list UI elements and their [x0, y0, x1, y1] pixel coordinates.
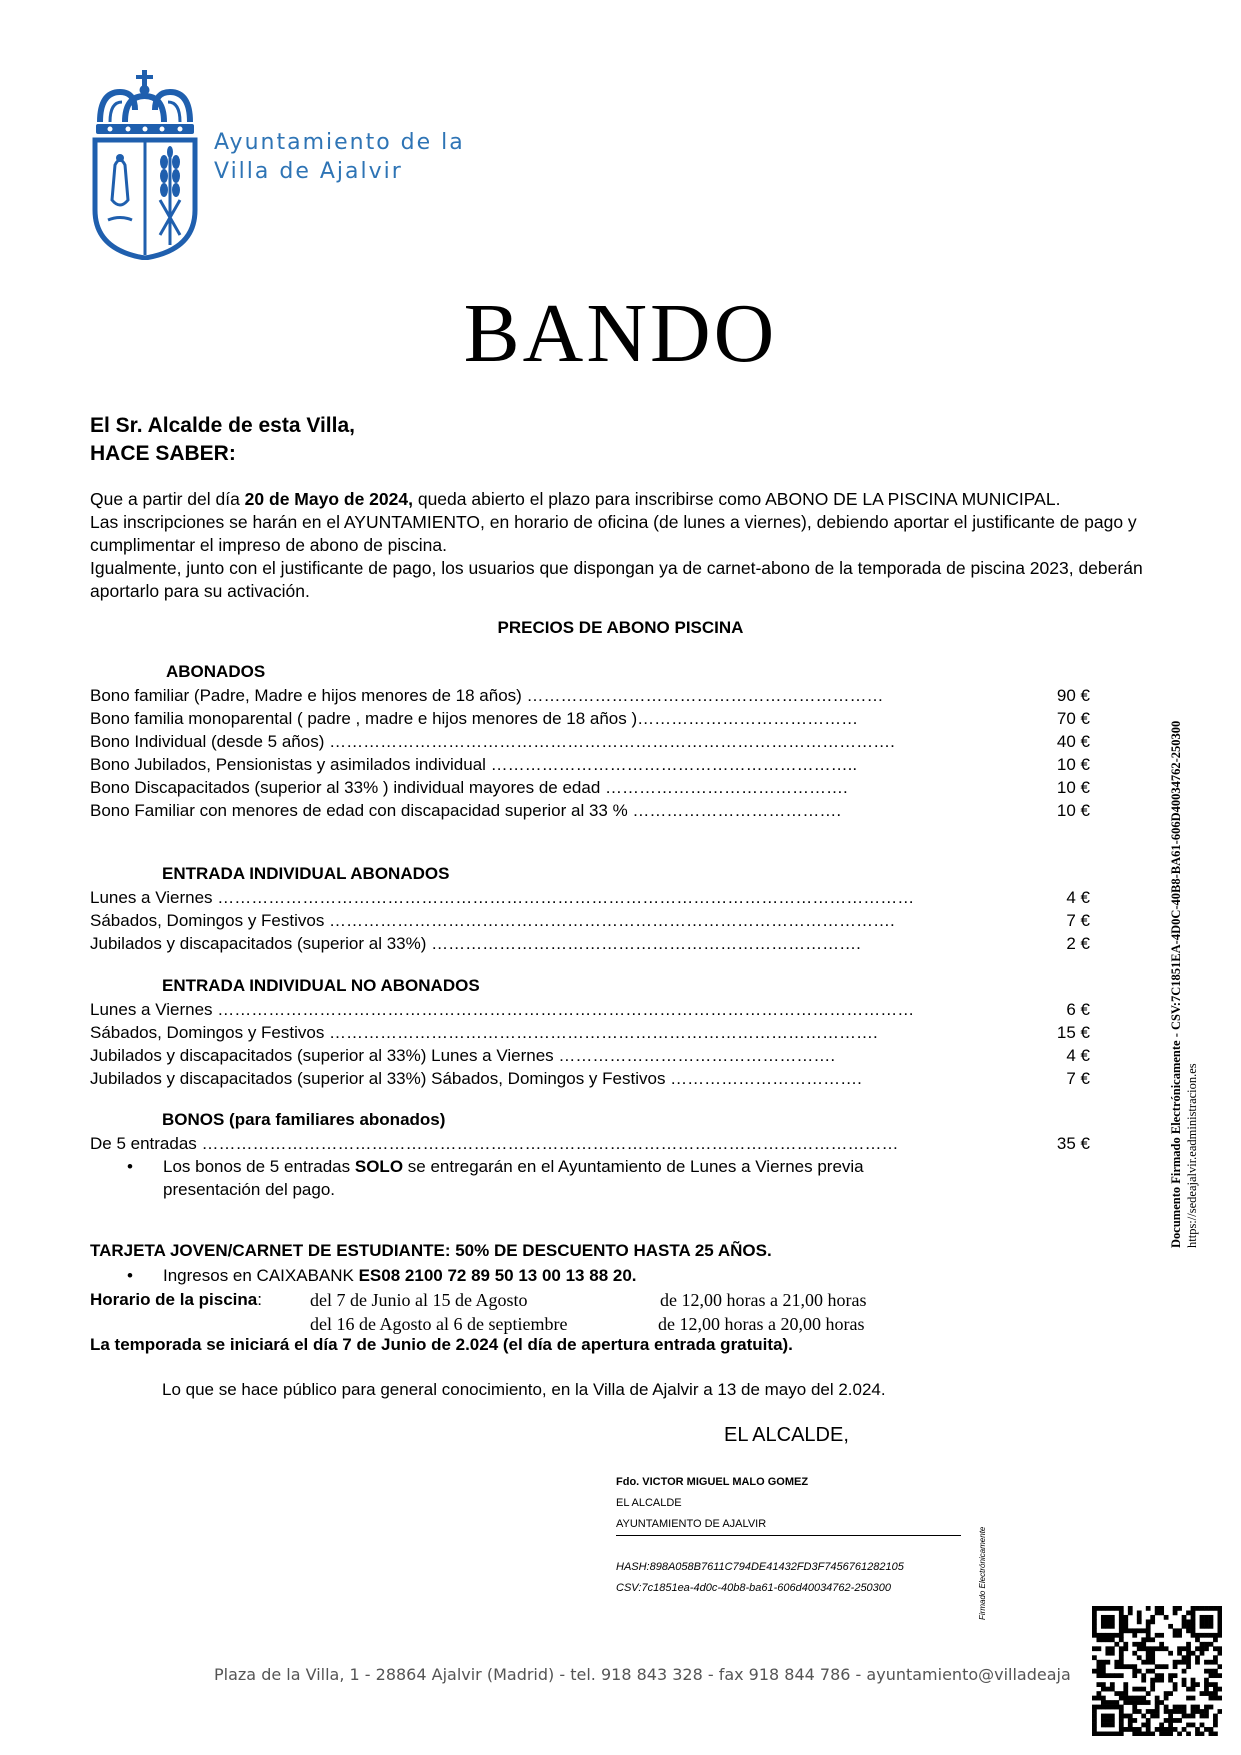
- start-date: 20 de Mayo de 2024,: [244, 489, 413, 509]
- price-row: [90, 730, 1090, 753]
- bonos-note-emphasis: SOLO: [354, 1157, 404, 1176]
- price-row-value: 10 €: [1056, 801, 1090, 820]
- signature-hash: HASH:898A058B7611C794DE41432FD3F7456761282105: [616, 1561, 904, 1573]
- section-abonados-heading: ABONADOS: [166, 662, 266, 681]
- price-row-value: 70 €: [1056, 709, 1090, 728]
- price-row: [90, 1067, 1090, 1090]
- price-row: [90, 886, 1090, 909]
- bullet-icon: •: [127, 1266, 133, 1285]
- margin-csv-line: Documento Firmado Electrónicamente - CSV:7C1851EA-4D0C-40B8-BA61-606D40034762-250300: [1169, 720, 1183, 1248]
- season-start: La temporada se iniciará el día 7 de Junio de 2.024 (el día de apertura entrada gratuita).: [90, 1335, 793, 1354]
- price-row: [90, 998, 1090, 1021]
- price-row-label: Lunes a Viernes ……………………………………………………………………………………………………………: [90, 888, 915, 907]
- price-row-value: 35 €: [1056, 1134, 1090, 1153]
- pool-schedule: [90, 1288, 262, 1311]
- margin-verification-note: [1168, 720, 1200, 1248]
- price-row-label: Bono Discapacitados (superior al 33% ) individual mayores de edad …………………………………….: [90, 778, 848, 797]
- bullet-icon: •: [127, 1157, 133, 1176]
- schedule-hours-2: de 12,00 horas a 20,00 horas: [658, 1314, 865, 1334]
- bonos-note-text: Los bonos de 5 entradas: [163, 1157, 355, 1176]
- price-row: [90, 707, 1090, 730]
- body-p1-rest: queda abierto el plazo para inscribirse como ABONO DE LA PISCINA MUNICIPAL.: [412, 489, 1061, 509]
- price-row-label: Sábados, Domingos y Festivos ……………………………………………………………………………………….: [90, 911, 895, 930]
- price-row-value: 7 €: [1066, 1069, 1090, 1088]
- price-row-label: Bono Familiar con menores de edad con discapacidad superior al 33 % ……………………………….: [90, 801, 842, 820]
- bonos-note-rest: se entregarán en el Ayuntamiento de Lunes a Viernes previa: [403, 1157, 864, 1176]
- section-entrada-no-abonados-heading: ENTRADA INDIVIDUAL NO ABONADOS: [162, 976, 480, 995]
- bank-account-number: ES08 2100 72 89 50 13 00 13 88 20.: [358, 1266, 637, 1285]
- price-row-value: 40 €: [1056, 732, 1090, 751]
- price-row: [90, 776, 1090, 799]
- price-row-value: 4 €: [1066, 1046, 1090, 1065]
- price-row: [90, 1021, 1090, 1044]
- organization-line-2: Villa de Ajalvir: [214, 159, 403, 184]
- price-row-value: 2 €: [1066, 934, 1090, 953]
- price-row-value: 7 €: [1066, 911, 1090, 930]
- signer-role: EL ALCALDE: [616, 1497, 682, 1509]
- tarjeta-joven-discount: TARJETA JOVEN/CARNET DE ESTUDIANTE: 50% DE DESCUENTO HASTA 25 AÑOS.: [90, 1241, 772, 1260]
- price-row-value: 10 €: [1056, 755, 1090, 774]
- price-row-label: Bono familia monoparental ( padre , madre e hijos menores de 18 años )…………………………………: [90, 709, 859, 728]
- price-row-label: Bono Individual (desde 5 años) ……………………………………………………………………………………….: [90, 732, 895, 751]
- intro-heading: [90, 412, 355, 468]
- price-row-value: 90 €: [1056, 686, 1090, 705]
- bank-label: Ingresos en CAIXABANK: [163, 1266, 359, 1285]
- footer-contact: Plaza de la Villa, 1 - 28864 Ajalvir (Madrid) - tel. 918 843 328 - fax 918 844 786 - ayuntamiento@villadeaja: [214, 1665, 1071, 1684]
- schedule-period-2: del 16 de Agosto al 6 de septiembre: [310, 1314, 568, 1334]
- section-bonos-heading: BONOS (para familiares abonados): [162, 1110, 446, 1129]
- signer-name: Fdo. VICTOR MIGUEL MALO GOMEZ: [616, 1476, 809, 1488]
- price-row: [90, 1132, 1090, 1155]
- signer-organization: AYUNTAMIENTO DE AJALVIR: [616, 1514, 961, 1536]
- price-row: [90, 684, 1090, 707]
- section-entrada-abonados-heading: ENTRADA INDIVIDUAL ABONADOS: [162, 864, 450, 883]
- intro-line-2: HACE SABER:: [90, 442, 236, 465]
- body-p1-text: Que a partir del día: [90, 489, 245, 509]
- body-paragraph-1: [90, 488, 1150, 511]
- price-row-label: Jubilados y discapacitados (superior al 33%) ………………………………………………………………….: [90, 934, 861, 953]
- signature-csv: CSV:7c1851ea-4d0c-40b8-ba61-606d40034762-250300: [616, 1582, 892, 1594]
- price-row-label: Bono familiar (Padre, Madre e hijos menores de 18 años) ………………………………………………………: [90, 686, 884, 705]
- schedule-period-1: del 7 de Junio al 15 de Agosto: [310, 1290, 528, 1310]
- prices-title: PRECIOS DE ABONO PISCINA: [497, 618, 744, 637]
- bonos-note-line-2: presentación del pago.: [163, 1180, 336, 1199]
- document-title: BANDO: [463, 287, 778, 380]
- price-row-label: Bono Jubilados, Pensionistas y asimilados individual ………………………………………………………..: [90, 755, 858, 774]
- body-paragraph-2: Las inscripciones se harán en el AYUNTAMIENTO, en horario de oficina (de lunes a viernes), debiendo aportar el justificante de pago y cumplimentar el impreso de abono de piscina.: [90, 512, 1137, 555]
- price-row-label: Lunes a Viernes ……………………………………………………………………………………………………………: [90, 1000, 915, 1019]
- schedule-label: Horario de la piscina: [90, 1290, 258, 1309]
- price-row: [90, 909, 1090, 932]
- intro-line-1: El Sr. Alcalde de esta Villa,: [90, 414, 355, 437]
- body-text: [90, 488, 1150, 603]
- coat-of-arms-logo: [90, 70, 200, 260]
- price-row: [90, 799, 1090, 822]
- price-row-value: 6 €: [1066, 1000, 1090, 1019]
- price-row-value: 15 €: [1056, 1023, 1090, 1042]
- organization-line-1: Ayuntamiento de la: [214, 130, 465, 155]
- schedule-hours-1: de 12,00 horas a 21,00 horas: [660, 1290, 867, 1310]
- price-row-label: De 5 entradas ……………………………………………………………………………………………………………: [90, 1134, 899, 1153]
- price-row-label: Sábados, Domingos y Festivos …………………………………………………………………………………….: [90, 1023, 878, 1042]
- price-row: [90, 1044, 1090, 1067]
- price-row-value: 4 €: [1066, 888, 1090, 907]
- qr-code: [1092, 1606, 1222, 1736]
- price-row-label: Jubilados y discapacitados (superior al 33%) Sábados, Domingos y Festivos …………………………….: [90, 1069, 862, 1088]
- organization-name: [214, 128, 465, 186]
- price-row-value: 10 €: [1056, 778, 1090, 797]
- electronic-signature-label: Firmado Electrónicamente: [978, 1526, 987, 1620]
- margin-url-line: https://sedeajalvir.eadministracion.es: [1185, 1063, 1199, 1248]
- schedule-separator: :: [257, 1290, 262, 1309]
- price-row-label: Jubilados y discapacitados (superior al 33%) Lunes a Viernes ………………………………………….: [90, 1046, 836, 1065]
- signature-block: [616, 1472, 961, 1599]
- closing-statement: Lo que se hace público para general conocimiento, en la Villa de Ajalvir a 13 de mayo del 2.024.: [162, 1380, 886, 1399]
- bank-account-note: [127, 1264, 637, 1287]
- bonos-note: [127, 1155, 983, 1201]
- body-paragraph-3: Igualmente, junto con el justificante de pago, los usuarios que dispongan ya de carnet-abono de la temporada de piscina 2023, deberán aportarlo para su activación.: [90, 558, 1143, 601]
- signature-title: EL ALCALDE,: [724, 1424, 849, 1446]
- price-row: [90, 753, 1090, 776]
- price-row: [90, 932, 1090, 955]
